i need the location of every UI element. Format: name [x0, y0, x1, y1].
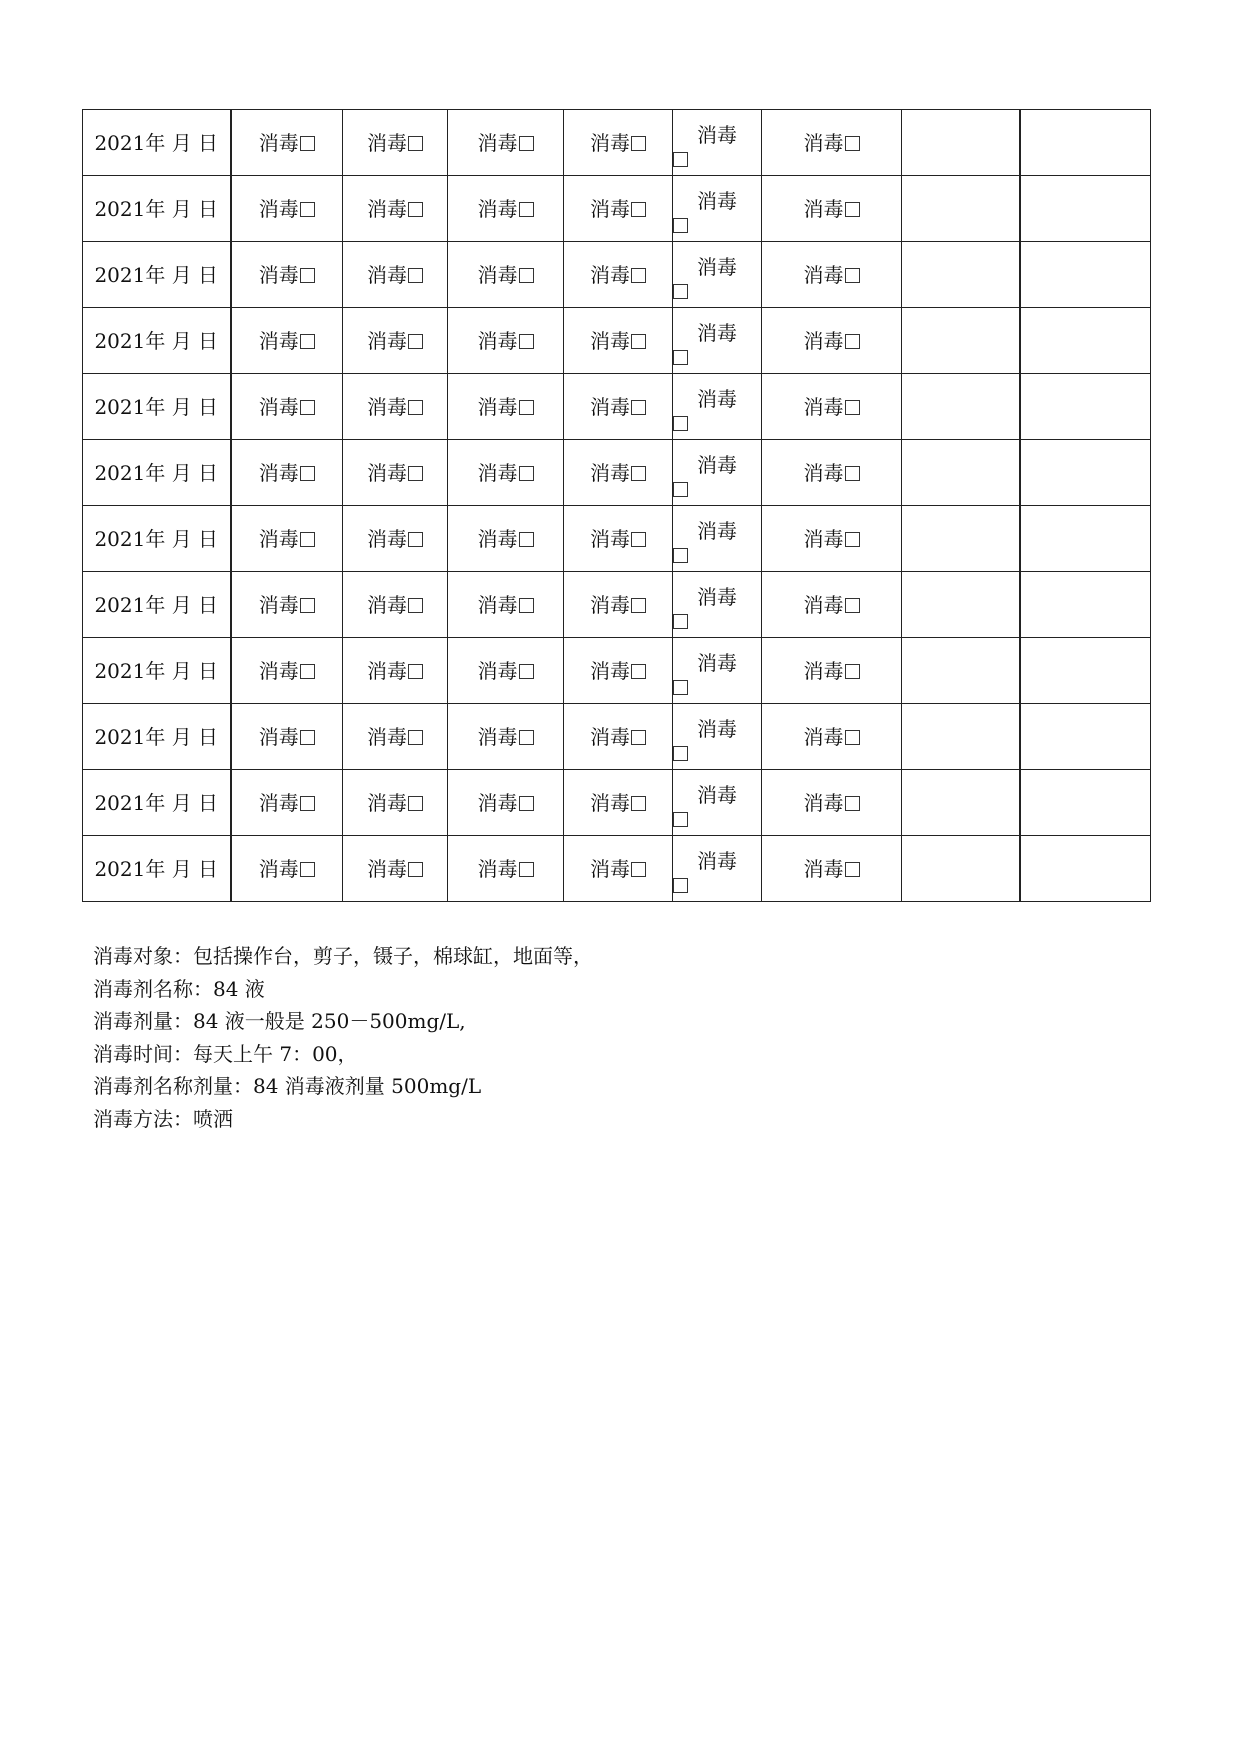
- blank-cell: [902, 836, 1020, 902]
- disinfect-label: 消毒: [367, 856, 407, 881]
- blank-cell: [1020, 506, 1151, 572]
- note-line: 消毒对象：包括操作台，剪子，镊子，棉球缸，地面等，: [93, 944, 593, 968]
- disinfect-cell: [448, 704, 564, 770]
- disinfect-cell: [448, 836, 564, 902]
- disinfect-cell: [673, 770, 762, 836]
- disinfect-cell: [231, 440, 343, 506]
- disinfect-cell: [762, 308, 902, 374]
- disinfect-cell: [762, 110, 902, 176]
- disinfect-cell: [673, 638, 762, 704]
- disinfect-cell: [448, 176, 564, 242]
- disinfect-label: 消毒: [803, 790, 844, 815]
- checkbox[interactable]: [408, 532, 423, 547]
- blank-cell: [902, 176, 1020, 242]
- blank-cell: [902, 374, 1020, 440]
- disinfect-cell: [564, 836, 673, 902]
- disinfect-cell: [564, 704, 673, 770]
- checkbox[interactable]: [519, 136, 534, 151]
- disinfect-cell: [448, 110, 564, 176]
- disinfect-label: 消毒: [803, 724, 844, 749]
- disinfect-label: 消毒: [367, 592, 407, 617]
- checkbox[interactable]: [673, 812, 688, 827]
- disinfect-label: 消毒: [697, 254, 737, 279]
- checkbox[interactable]: [845, 730, 860, 745]
- disinfect-label: 消毒: [258, 196, 299, 221]
- disinfect-label: 消毒: [477, 196, 518, 221]
- disinfect-label: 消毒: [258, 262, 299, 287]
- checkbox[interactable]: [845, 664, 860, 679]
- checkbox[interactable]: [673, 350, 688, 365]
- disinfect-cell: [762, 374, 902, 440]
- checkbox[interactable]: [631, 268, 646, 283]
- checkbox[interactable]: [519, 862, 534, 877]
- disinfect-cell: [343, 770, 448, 836]
- note-line: 消毒剂量：84 液一般是 250－500mg/L,: [93, 1009, 466, 1033]
- checkbox-wrap: [673, 548, 761, 563]
- disinfect-label: 消毒: [590, 394, 630, 419]
- disinfect-label: 消毒: [367, 724, 407, 749]
- disinfect-cell: [762, 506, 902, 572]
- table-row: [83, 770, 1151, 836]
- disinfect-label: 消毒: [590, 592, 630, 617]
- disinfect-label: 消毒: [477, 394, 518, 419]
- checkbox[interactable]: [845, 400, 860, 415]
- disinfect-cell: [231, 308, 343, 374]
- checkbox-wrap: [673, 152, 761, 167]
- checkbox[interactable]: [519, 400, 534, 415]
- disinfect-cell: [343, 836, 448, 902]
- checkbox[interactable]: [300, 202, 315, 217]
- checkbox-wrap: [673, 614, 761, 629]
- disinfect-cell: [673, 110, 762, 176]
- disinfect-label: 消毒: [697, 716, 737, 741]
- disinfect-label: 消毒: [803, 262, 844, 287]
- date-cell: 2021年 月 日: [83, 638, 231, 704]
- blank-cell: [1020, 572, 1151, 638]
- checkbox[interactable]: [300, 862, 315, 877]
- disinfect-label: 消毒: [477, 658, 518, 683]
- disinfect-label: 消毒: [697, 650, 737, 675]
- disinfect-cell: [343, 308, 448, 374]
- disinfect-label: 消毒: [590, 526, 630, 551]
- disinfect-cell: [673, 572, 762, 638]
- disinfect-cell: [343, 110, 448, 176]
- date-cell: 2021年 月 日: [83, 242, 231, 308]
- disinfect-label: 消毒: [367, 130, 407, 155]
- checkbox[interactable]: [673, 614, 688, 629]
- table-row: [83, 374, 1151, 440]
- checkbox[interactable]: [845, 202, 860, 217]
- checkbox[interactable]: [408, 136, 423, 151]
- table-row: [83, 242, 1151, 308]
- disinfect-cell: [448, 308, 564, 374]
- disinfect-label: 消毒: [258, 856, 299, 881]
- disinfect-cell: [673, 176, 762, 242]
- blank-cell: [902, 770, 1020, 836]
- checkbox[interactable]: [519, 334, 534, 349]
- disinfect-cell: [231, 506, 343, 572]
- checkbox[interactable]: [300, 796, 315, 811]
- note-line: 消毒剂名称剂量：84 消毒液剂量 500mg/L: [93, 1074, 482, 1098]
- disinfect-cell: [564, 638, 673, 704]
- checkbox[interactable]: [673, 746, 688, 761]
- checkbox[interactable]: [845, 862, 860, 877]
- checkbox[interactable]: [519, 796, 534, 811]
- disinfect-label: 消毒: [477, 262, 518, 287]
- disinfect-label: 消毒: [590, 130, 630, 155]
- disinfect-cell: [343, 242, 448, 308]
- disinfect-cell: [673, 374, 762, 440]
- checkbox[interactable]: [845, 796, 860, 811]
- blank-cell: [1020, 176, 1151, 242]
- blank-cell: [902, 440, 1020, 506]
- disinfect-cell: [231, 110, 343, 176]
- blank-cell: [902, 506, 1020, 572]
- disinfect-label: 消毒: [477, 856, 518, 881]
- disinfect-label: 消毒: [477, 790, 518, 815]
- checkbox[interactable]: [300, 730, 315, 745]
- table-row: [83, 638, 1151, 704]
- checkbox[interactable]: [519, 532, 534, 547]
- disinfect-label: 消毒: [367, 526, 407, 551]
- checkbox[interactable]: [673, 218, 688, 233]
- date-cell: 2021年 月 日: [83, 110, 231, 176]
- disinfect-label: 消毒: [367, 196, 407, 221]
- disinfect-label: 消毒: [590, 262, 630, 287]
- disinfect-cell: [564, 176, 673, 242]
- disinfect-label: 消毒: [477, 526, 518, 551]
- checkbox[interactable]: [631, 598, 646, 613]
- checkbox[interactable]: [300, 664, 315, 679]
- checkbox[interactable]: [845, 466, 860, 481]
- blank-cell: [902, 704, 1020, 770]
- date-cell: 2021年 月 日: [83, 704, 231, 770]
- checkbox[interactable]: [631, 466, 646, 481]
- disinfect-label: 消毒: [258, 724, 299, 749]
- disinfect-label: 消毒: [477, 328, 518, 353]
- table-row: [83, 308, 1151, 374]
- checkbox[interactable]: [673, 482, 688, 497]
- disinfect-cell: [231, 836, 343, 902]
- blank-cell: [1020, 638, 1151, 704]
- disinfect-cell: [762, 704, 902, 770]
- disinfect-label: 消毒: [697, 518, 737, 543]
- disinfect-label: 消毒: [258, 394, 299, 419]
- checkbox[interactable]: [408, 664, 423, 679]
- disinfect-label: 消毒: [697, 584, 737, 609]
- disinfect-label: 消毒: [697, 188, 737, 213]
- table-row: [83, 704, 1151, 770]
- disinfection-log-table: [82, 109, 1151, 902]
- disinfect-label: 消毒: [590, 724, 630, 749]
- date-cell: 2021年 月 日: [83, 770, 231, 836]
- disinfect-cell: [673, 242, 762, 308]
- checkbox[interactable]: [631, 664, 646, 679]
- blank-cell: [1020, 440, 1151, 506]
- note-line: 消毒剂名称：84 液: [93, 976, 265, 1001]
- checkbox[interactable]: [845, 532, 860, 547]
- disinfect-label: 消毒: [590, 196, 630, 221]
- disinfect-cell: [564, 374, 673, 440]
- disinfect-cell: [564, 242, 673, 308]
- table-row: [83, 440, 1151, 506]
- disinfect-label: 消毒: [803, 592, 844, 617]
- table-row: [83, 506, 1151, 572]
- checkbox-wrap: [673, 746, 761, 761]
- checkbox-wrap: [673, 482, 761, 497]
- checkbox[interactable]: [673, 152, 688, 167]
- table-row: [83, 572, 1151, 638]
- disinfect-label: 消毒: [258, 328, 299, 353]
- checkbox[interactable]: [408, 334, 423, 349]
- checkbox[interactable]: [673, 548, 688, 563]
- note-line: 消毒方法：喷洒: [93, 1106, 233, 1131]
- disinfect-cell: [673, 836, 762, 902]
- checkbox[interactable]: [408, 730, 423, 745]
- checkbox[interactable]: [408, 268, 423, 283]
- date-cell: 2021年 月 日: [83, 836, 231, 902]
- disinfect-label: 消毒: [258, 790, 299, 815]
- disinfect-cell: [673, 440, 762, 506]
- disinfect-label: 消毒: [590, 856, 630, 881]
- disinfect-label: 消毒: [477, 130, 518, 155]
- disinfect-cell: [762, 176, 902, 242]
- checkbox[interactable]: [300, 598, 315, 613]
- checkbox[interactable]: [631, 532, 646, 547]
- blank-cell: [1020, 836, 1151, 902]
- disinfect-label: 消毒: [367, 790, 407, 815]
- checkbox[interactable]: [300, 136, 315, 151]
- checkbox-wrap: [673, 878, 761, 893]
- table-row: [83, 836, 1151, 902]
- checkbox[interactable]: [300, 532, 315, 547]
- blank-cell: [1020, 770, 1151, 836]
- checkbox[interactable]: [408, 796, 423, 811]
- date-cell: 2021年 月 日: [83, 374, 231, 440]
- disinfect-label: 消毒: [697, 320, 737, 345]
- disinfect-cell: [762, 440, 902, 506]
- disinfect-cell: [762, 836, 902, 902]
- checkbox[interactable]: [631, 730, 646, 745]
- disinfect-label: 消毒: [590, 658, 630, 683]
- disinfect-cell: [343, 704, 448, 770]
- disinfect-cell: [762, 638, 902, 704]
- disinfect-cell: [343, 176, 448, 242]
- disinfect-label: 消毒: [258, 592, 299, 617]
- disinfect-cell: [762, 242, 902, 308]
- disinfect-label: 消毒: [697, 452, 737, 477]
- disinfect-label: 消毒: [697, 386, 737, 411]
- checkbox[interactable]: [519, 268, 534, 283]
- checkbox[interactable]: [408, 202, 423, 217]
- table-body: [83, 110, 1151, 902]
- disinfect-label: 消毒: [258, 658, 299, 683]
- disinfect-cell: [231, 704, 343, 770]
- blank-cell: [1020, 374, 1151, 440]
- checkbox[interactable]: [519, 664, 534, 679]
- disinfect-cell: [762, 572, 902, 638]
- disinfect-cell: [673, 506, 762, 572]
- checkbox[interactable]: [845, 136, 860, 151]
- disinfect-cell: [231, 638, 343, 704]
- checkbox-wrap: [673, 812, 761, 827]
- checkbox[interactable]: [631, 862, 646, 877]
- blank-cell: [902, 242, 1020, 308]
- disinfect-label: 消毒: [590, 460, 630, 485]
- checkbox[interactable]: [408, 466, 423, 481]
- disinfect-cell: [231, 374, 343, 440]
- disinfect-cell: [564, 572, 673, 638]
- date-cell: 2021年 月 日: [83, 176, 231, 242]
- disinfect-cell: [448, 242, 564, 308]
- table-row: [83, 176, 1151, 242]
- checkbox[interactable]: [631, 400, 646, 415]
- checkbox-wrap: [673, 218, 761, 233]
- disinfect-cell: [231, 572, 343, 638]
- disinfect-cell: [762, 770, 902, 836]
- disinfect-label: 消毒: [803, 196, 844, 221]
- checkbox[interactable]: [673, 680, 688, 695]
- checkbox[interactable]: [300, 268, 315, 283]
- disinfect-label: 消毒: [477, 592, 518, 617]
- disinfect-cell: [564, 770, 673, 836]
- disinfect-label: 消毒: [367, 328, 407, 353]
- disinfect-cell: [673, 704, 762, 770]
- disinfect-cell: [564, 440, 673, 506]
- blank-cell: [902, 638, 1020, 704]
- date-cell: 2021年 月 日: [83, 506, 231, 572]
- table-row: [83, 110, 1151, 176]
- checkbox[interactable]: [631, 334, 646, 349]
- disinfect-label: 消毒: [803, 130, 844, 155]
- disinfect-label: 消毒: [258, 130, 299, 155]
- checkbox[interactable]: [408, 598, 423, 613]
- date-cell: 2021年 月 日: [83, 440, 231, 506]
- checkbox[interactable]: [300, 400, 315, 415]
- disinfect-cell: [448, 638, 564, 704]
- blank-cell: [1020, 242, 1151, 308]
- disinfect-cell: [448, 770, 564, 836]
- disinfect-label: 消毒: [803, 460, 844, 485]
- blank-cell: [1020, 704, 1151, 770]
- disinfect-label: 消毒: [803, 526, 844, 551]
- disinfect-label: 消毒: [367, 394, 407, 419]
- disinfect-cell: [231, 242, 343, 308]
- disinfect-cell: [343, 572, 448, 638]
- disinfect-label: 消毒: [697, 782, 737, 807]
- checkbox-wrap: [673, 416, 761, 431]
- checkbox[interactable]: [519, 202, 534, 217]
- disinfect-cell: [231, 176, 343, 242]
- disinfect-label: 消毒: [367, 658, 407, 683]
- disinfect-label: 消毒: [258, 460, 299, 485]
- disinfect-label: 消毒: [803, 658, 844, 683]
- disinfect-cell: [564, 506, 673, 572]
- checkbox-wrap: [673, 284, 761, 299]
- disinfect-label: 消毒: [590, 328, 630, 353]
- disinfect-cell: [564, 110, 673, 176]
- checkbox[interactable]: [300, 466, 315, 481]
- disinfect-label: 消毒: [803, 328, 844, 353]
- disinfect-cell: [343, 440, 448, 506]
- disinfect-cell: [343, 506, 448, 572]
- checkbox[interactable]: [519, 466, 534, 481]
- checkbox-wrap: [673, 350, 761, 365]
- disinfect-label: 消毒: [590, 790, 630, 815]
- disinfect-cell: [448, 572, 564, 638]
- disinfect-cell: [343, 638, 448, 704]
- checkbox[interactable]: [408, 862, 423, 877]
- disinfect-cell: [448, 440, 564, 506]
- note-line: 消毒时间：每天上午 7：00，: [93, 1041, 358, 1066]
- checkbox[interactable]: [519, 730, 534, 745]
- blank-cell: [1020, 110, 1151, 176]
- checkbox[interactable]: [845, 334, 860, 349]
- disinfect-label: 消毒: [477, 724, 518, 749]
- checkbox[interactable]: [673, 416, 688, 431]
- checkbox[interactable]: [673, 284, 688, 299]
- date-cell: 2021年 月 日: [83, 308, 231, 374]
- disinfect-cell: [448, 506, 564, 572]
- checkbox[interactable]: [300, 334, 315, 349]
- checkbox[interactable]: [845, 598, 860, 613]
- disinfect-cell: [564, 308, 673, 374]
- blank-cell: [902, 572, 1020, 638]
- disinfect-label: 消毒: [803, 856, 844, 881]
- checkbox[interactable]: [631, 202, 646, 217]
- disinfect-label: 消毒: [697, 122, 737, 147]
- disinfect-label: 消毒: [803, 394, 844, 419]
- checkbox[interactable]: [631, 136, 646, 151]
- blank-cell: [1020, 308, 1151, 374]
- disinfect-label: 消毒: [367, 460, 407, 485]
- checkbox-wrap: [673, 680, 761, 695]
- disinfect-label: 消毒: [367, 262, 407, 287]
- disinfect-label: 消毒: [258, 526, 299, 551]
- date-cell: 2021年 月 日: [83, 572, 231, 638]
- checkbox[interactable]: [845, 268, 860, 283]
- checkbox[interactable]: [519, 598, 534, 613]
- blank-cell: [902, 308, 1020, 374]
- disinfect-cell: [448, 374, 564, 440]
- notes-section: [93, 940, 593, 1135]
- disinfect-cell: [673, 308, 762, 374]
- disinfect-label: 消毒: [477, 460, 518, 485]
- checkbox[interactable]: [673, 878, 688, 893]
- disinfect-cell: [343, 374, 448, 440]
- checkbox[interactable]: [408, 400, 423, 415]
- blank-cell: [902, 110, 1020, 176]
- disinfect-label: 消毒: [697, 848, 737, 873]
- disinfect-cell: [231, 770, 343, 836]
- checkbox[interactable]: [631, 796, 646, 811]
